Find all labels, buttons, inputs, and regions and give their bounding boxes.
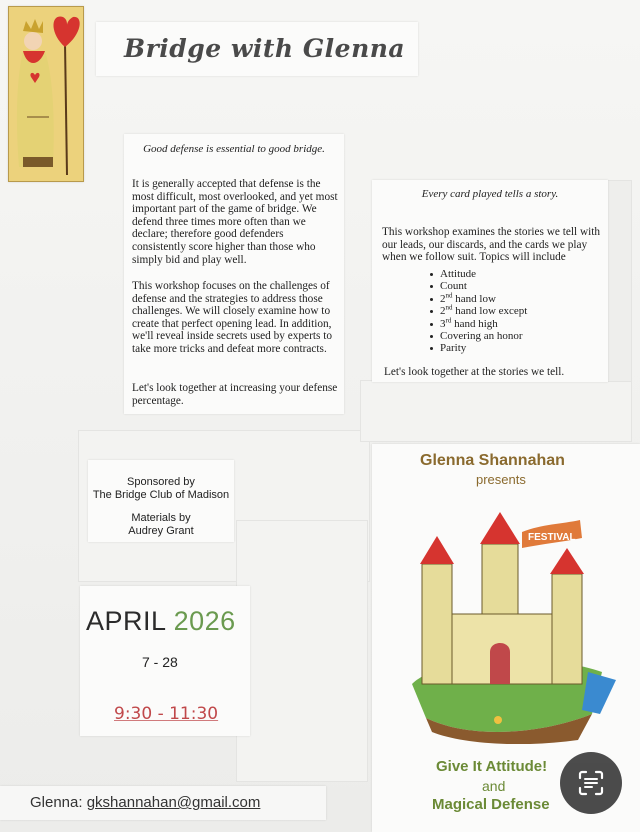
materials-author: Audrey Grant <box>128 525 194 537</box>
flyer-presenter: Glenna Shannahan <box>420 452 565 469</box>
right-heading: Every card played tells a story. <box>421 188 559 200</box>
topic-list <box>430 268 527 355</box>
left-paragraph: This workshop focuses on the challenges of defense and the strategies to address those challenges. We will closely examine how to create that perfect opening lead. In addition, we'll reveal inside secrets used by experts to take more tricks and defeat more contracts. <box>132 280 332 355</box>
left-paragraph: It is generally accepted that defense is the most difficult, most overlooked, and yet most important part of the game of bridge. We defend three times more often than we declare; therefore good defenders consistently score higher than those who simply bid and play well. <box>132 178 338 266</box>
materials-label: Materials by <box>131 512 191 524</box>
topic-item: Count <box>430 280 527 292</box>
topic-item: 3rd hand high <box>430 318 527 330</box>
queen-of-hearts-card-icon <box>8 6 84 182</box>
background-paper-scrap <box>360 380 632 442</box>
left-paragraph: Let's look together at increasing your defense percentage. <box>132 382 338 407</box>
flyer-tagline-2: and <box>482 778 506 794</box>
flyer-tagline-1: Give It Attitude! <box>436 758 548 775</box>
title-strip <box>96 22 418 76</box>
flyer-banner: FESTIVAL <box>528 532 576 543</box>
event-times: 9:30 - 11:30 <box>114 704 219 724</box>
topic-item: Parity <box>430 342 527 354</box>
flyer-presents: presents <box>476 472 526 487</box>
defense-description-panel <box>124 134 344 414</box>
event-month: APRIL 2026 <box>86 606 236 636</box>
castle-illustration <box>402 504 622 744</box>
contact-line <box>30 794 260 811</box>
sponsor-label: Sponsored by <box>127 476 195 488</box>
text-scan-button[interactable] <box>560 752 622 814</box>
right-intro: This workshop examines the stories we tell with our leads, our discards, and the cards we play when we follow suit. Topics will include <box>382 226 601 264</box>
topic-item: 2nd hand low except <box>430 305 527 317</box>
event-days: 7 - 28 <box>142 654 178 670</box>
contact-strip <box>0 786 326 820</box>
story-description-panel <box>372 180 608 382</box>
topic-item: Attitude <box>430 268 527 280</box>
right-closing: Let's look together at the stories we tell. <box>384 366 565 378</box>
text-scan-icon <box>577 769 605 797</box>
flyer-tagline-3: Magical Defense <box>432 796 550 813</box>
page-title: Bridge with Glenna <box>124 34 406 63</box>
date-panel <box>80 586 250 736</box>
sponsor-panel <box>88 460 234 542</box>
sponsor-name: The Bridge Club of Madison <box>92 489 230 501</box>
background-paper-scrap <box>236 520 368 782</box>
left-heading: Good defense is essential to good bridge. <box>143 143 325 155</box>
topic-item: 2nd hand low <box>430 293 527 305</box>
event-year: 2026 <box>173 606 236 636</box>
email-link[interactable]: gkshannahan@gmail.com <box>86 794 261 811</box>
topic-item: Covering an honor <box>430 330 527 342</box>
contact-label: Glenna: <box>30 794 83 811</box>
